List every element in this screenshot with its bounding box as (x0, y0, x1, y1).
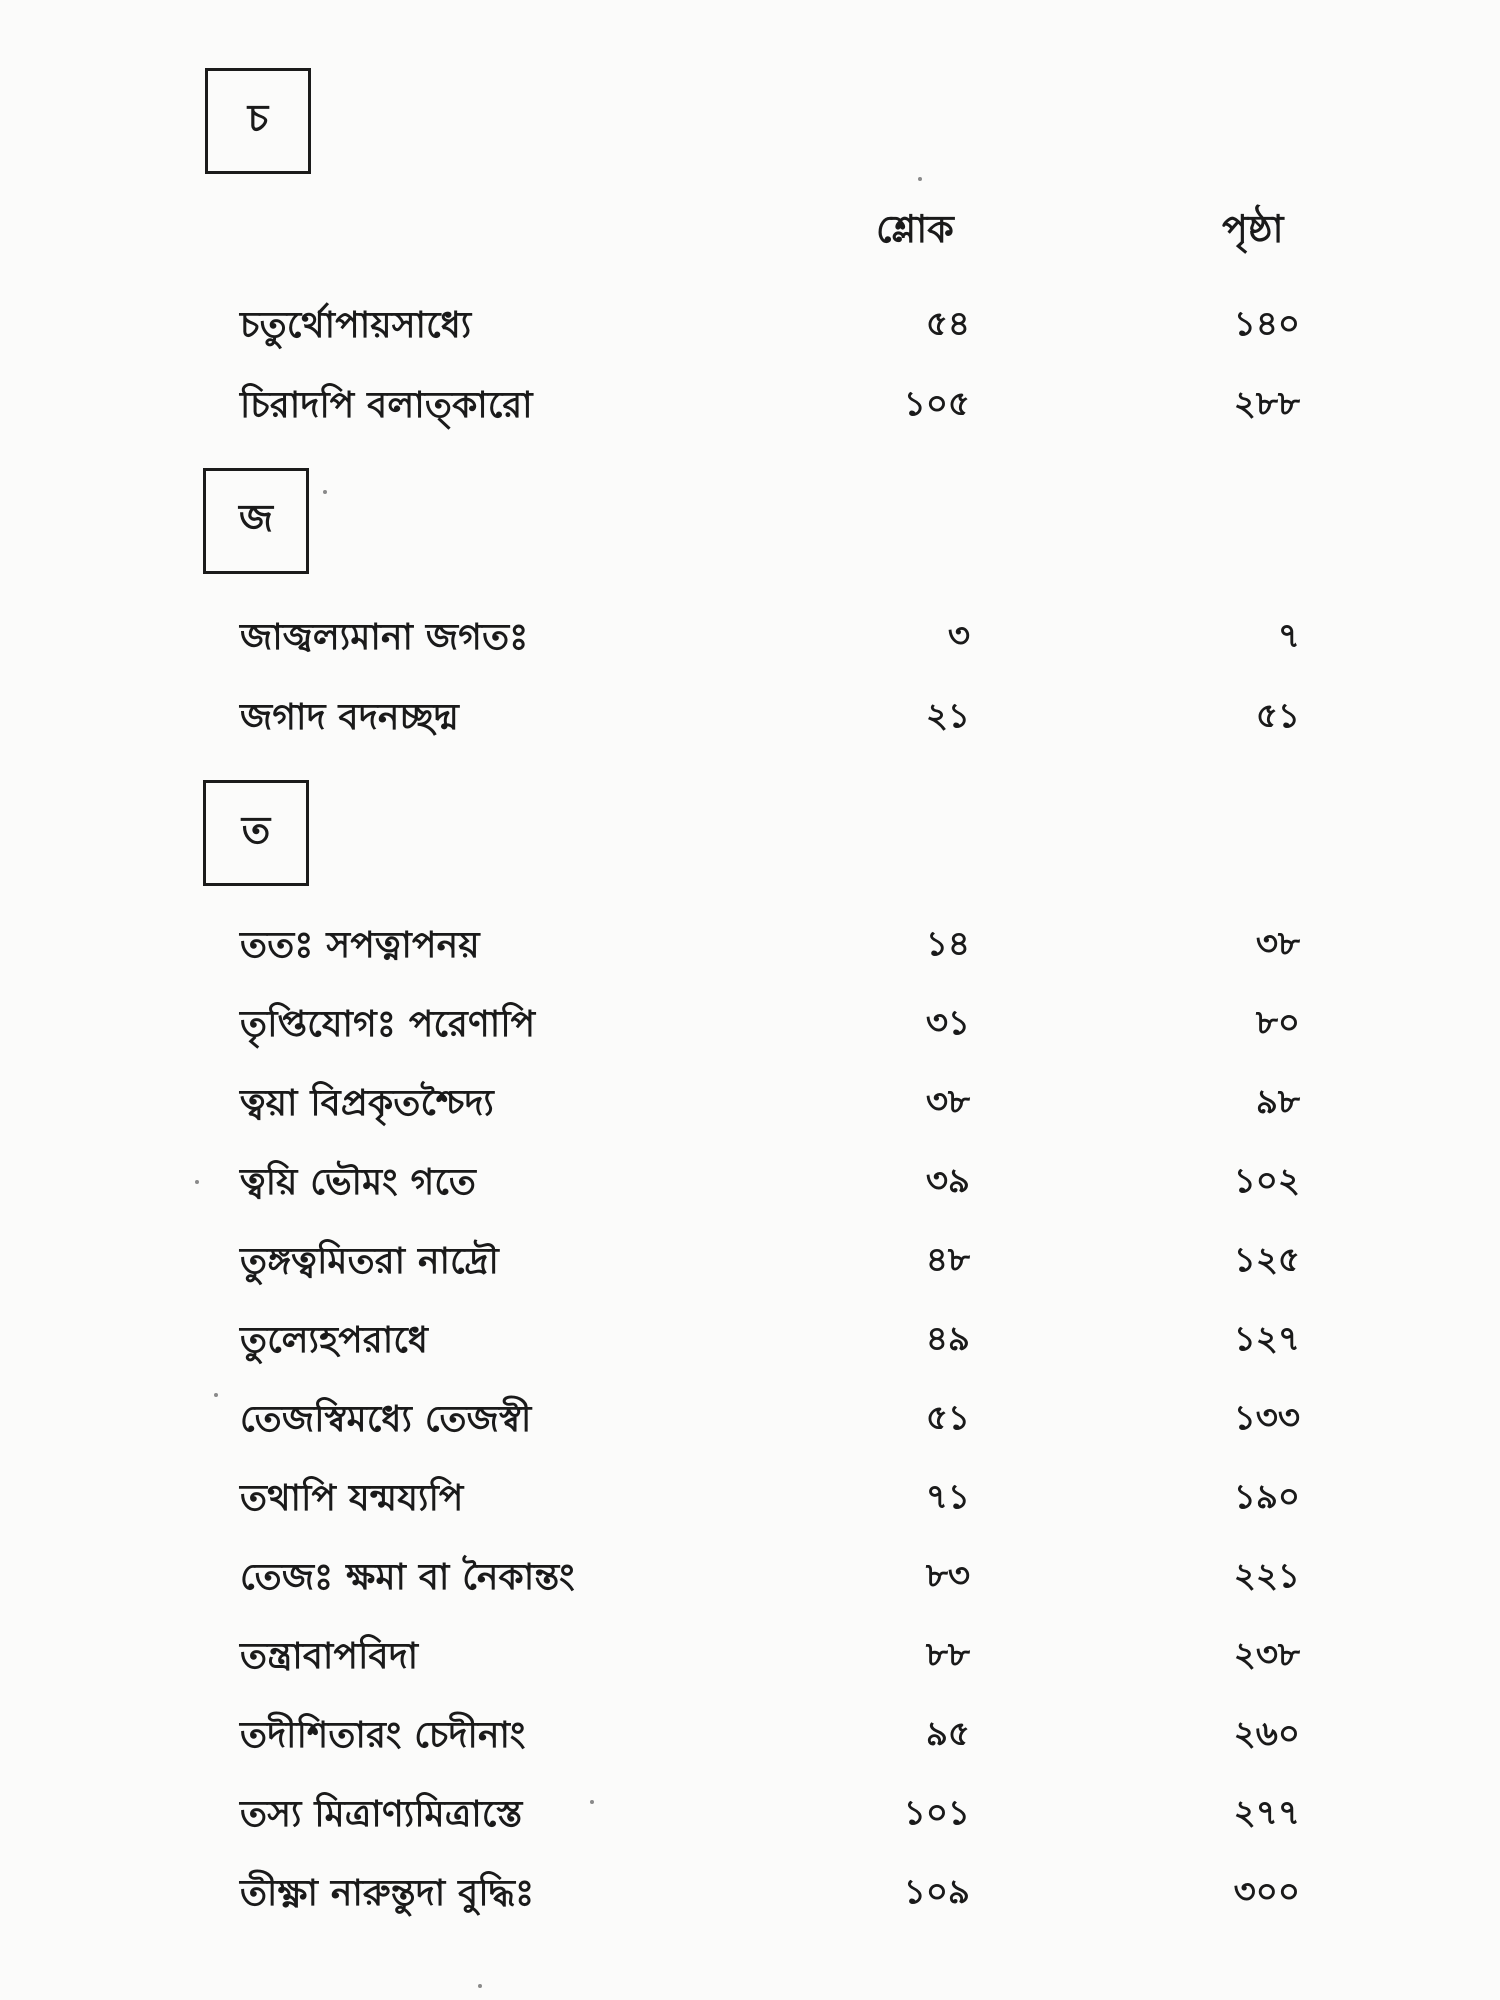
index-entry (230, 1471, 1300, 1533)
entry-term: তদীশিতারং চেদীনাং (240, 1715, 526, 1756)
section-letter-box (203, 780, 309, 886)
paper-speck (918, 177, 922, 181)
index-entry (230, 997, 1300, 1059)
entry-sloka: ৫১ (925, 1398, 970, 1438)
entry-sloka: ৪৯ (925, 1319, 970, 1359)
entry-page: ৭ (1277, 616, 1300, 656)
entry-page: ৩০০ (1233, 1872, 1300, 1912)
entry-term: তস্য মিত্রাণ্যমিত্রাস্তে (240, 1794, 523, 1835)
entry-sloka: ৯৫ (925, 1714, 970, 1754)
index-entry (230, 1629, 1300, 1691)
paper-speck (478, 1984, 482, 1988)
page-column-header: পৃষ্ঠা (1222, 207, 1284, 251)
entry-term: তন্ত্রাবাপবিদা (240, 1636, 419, 1677)
index-entry (230, 1866, 1300, 1928)
entry-sloka: ১৪ (925, 924, 970, 964)
entry-page: ১২৫ (1233, 1240, 1300, 1280)
index-entry (230, 1234, 1300, 1296)
index-entry (230, 690, 1300, 752)
entry-sloka: ৮৩ (925, 1556, 970, 1596)
entry-page: ১০২ (1233, 1161, 1300, 1201)
entry-term: চতুর্থোপায়সাধ্যে (240, 305, 472, 346)
index-entry (230, 1708, 1300, 1770)
entry-term: জাজ্বল্যমানা জগতঃ (240, 617, 529, 658)
entry-term: ত্বয়ি ভৌমং গতে (240, 1162, 477, 1203)
entry-term: তৃপ্তিযোগঃ পরেণাপি (240, 1004, 536, 1045)
section-letter-box (205, 68, 311, 174)
entry-term: তেজঃ ক্ষমা বা নৈকান্তং (240, 1557, 575, 1598)
entry-sloka: ২১ (925, 696, 970, 736)
entry-page: ২৬০ (1233, 1714, 1300, 1754)
entry-page: ২৩৮ (1233, 1635, 1300, 1675)
index-entry (230, 298, 1300, 360)
entry-term: ত্বয়া বিপ্রকৃতশ্চৈদ্য (240, 1083, 495, 1124)
paper-speck (195, 1180, 199, 1184)
section-letter-box (203, 468, 309, 574)
entry-term: তথাপি যন্ময্যপি (240, 1478, 464, 1519)
paper-speck (323, 490, 327, 494)
section-letter: চ (247, 96, 269, 140)
entry-term: তীক্ষ্ণা নারুন্তুদা বুদ্ধিঃ (240, 1873, 535, 1914)
entry-term: তুল্যেহপরাধে (240, 1320, 429, 1361)
index-entry (230, 1155, 1300, 1217)
entry-page: ১২৭ (1233, 1319, 1300, 1359)
entry-page: ১৪০ (1233, 304, 1300, 344)
sloka-column-header: শ্লোক (876, 207, 954, 251)
entry-sloka: ৩৮ (925, 1082, 970, 1122)
entry-page: ৩৮ (1255, 924, 1300, 964)
entry-sloka: ৪৮ (925, 1240, 970, 1280)
section-letter: জ (239, 496, 273, 540)
entry-page: ৫১ (1255, 696, 1300, 736)
section-letter: ত (241, 808, 271, 852)
entry-page: ২৭৭ (1233, 1793, 1300, 1833)
index-entry (230, 918, 1300, 980)
entry-page: ১৩৩ (1233, 1398, 1300, 1438)
index-entry (230, 378, 1300, 440)
entry-term: তেজস্বিমধ্যে তেজস্বী (240, 1399, 532, 1440)
paper-speck (214, 1393, 218, 1397)
entry-sloka: ৩১ (925, 1003, 970, 1043)
entry-page: ২৮৮ (1233, 384, 1300, 424)
entry-page: ৯৮ (1255, 1082, 1300, 1122)
entry-sloka: ৫৪ (925, 304, 970, 344)
entry-sloka: ১০৫ (903, 384, 970, 424)
entry-page: ১৯০ (1233, 1477, 1300, 1517)
entry-sloka: ৩ (947, 616, 970, 656)
index-entry (230, 1550, 1300, 1612)
entry-sloka: ১০১ (903, 1793, 970, 1833)
entry-term: তুঙ্গত্বমিতরা নাদ্রৌ (240, 1241, 499, 1282)
entry-page: ৮০ (1255, 1003, 1300, 1043)
index-entry (230, 1392, 1300, 1454)
entry-page: ২২১ (1233, 1556, 1300, 1596)
entry-term: জগাদ বদনচ্ছদ্ম (240, 697, 460, 738)
index-entry (230, 610, 1300, 672)
entry-term: চিরাদপি বলাত্কারো (240, 385, 533, 426)
entry-sloka: ৩৯ (925, 1161, 970, 1201)
index-entry (230, 1787, 1300, 1849)
paper-speck (590, 1800, 594, 1804)
entry-sloka: ৭১ (925, 1477, 970, 1517)
entry-sloka: ১০৯ (903, 1872, 970, 1912)
entry-term: ততঃ সপত্নাপনয় (240, 925, 480, 966)
entry-sloka: ৮৮ (925, 1635, 970, 1675)
index-entry (230, 1076, 1300, 1138)
index-entry (230, 1313, 1300, 1375)
